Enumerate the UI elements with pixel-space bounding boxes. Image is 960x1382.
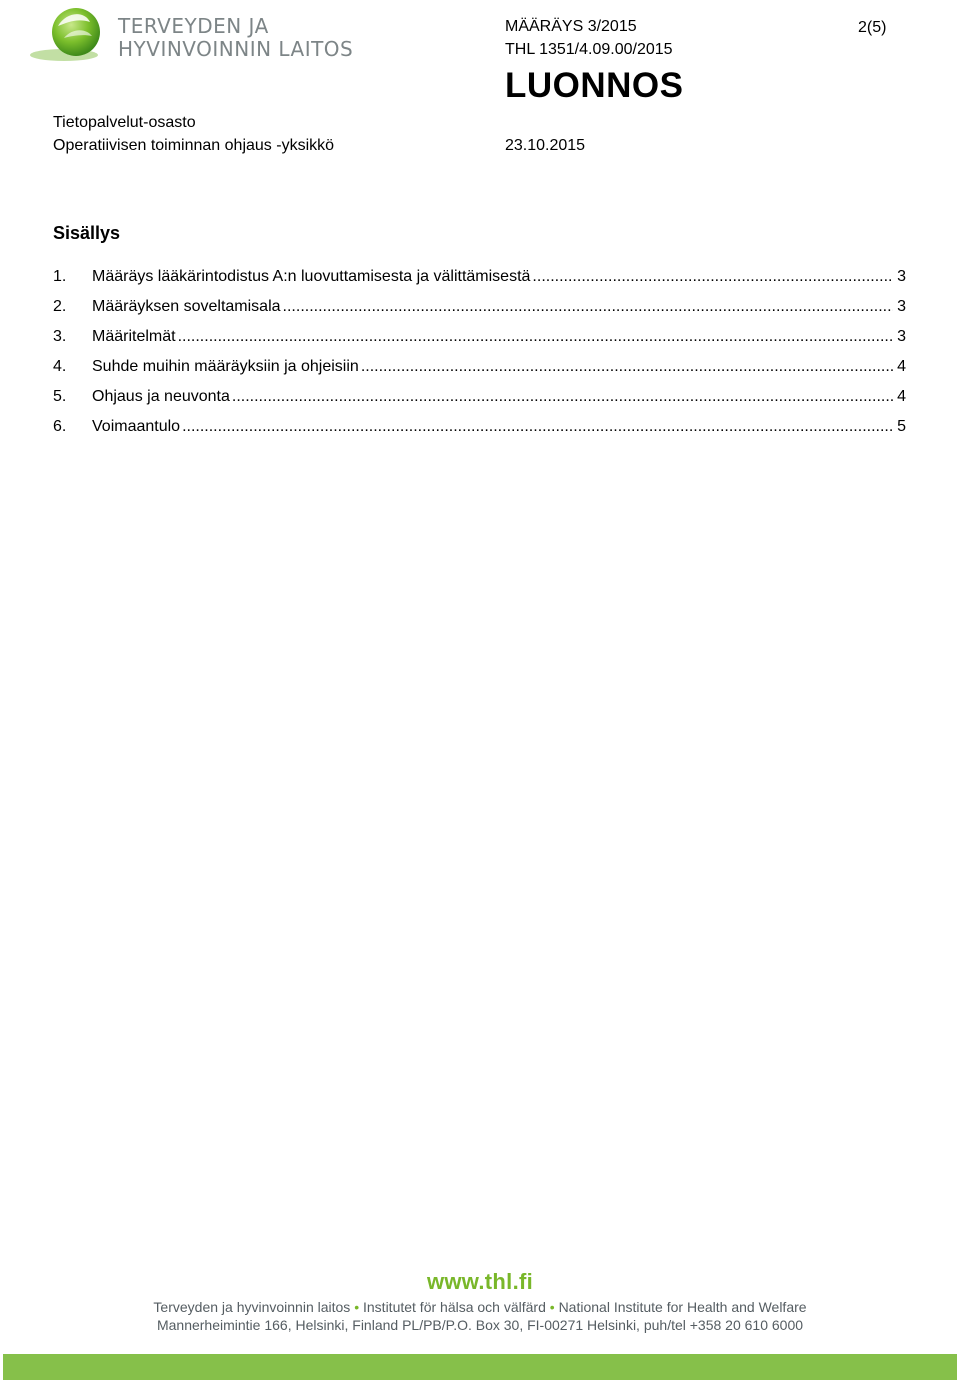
toc-item-label: Suhde muihin määräyksiin ja ohjeisiin <box>92 358 359 375</box>
document-date: 23.10.2015 <box>505 137 586 154</box>
toc-dot-leader <box>361 358 893 376</box>
thl-logo-icon <box>28 4 108 64</box>
toc-item-number: 6. <box>53 418 67 435</box>
footer-website-link[interactable]: www.thl.fi <box>426 1269 534 1294</box>
toc-item[interactable] <box>53 268 906 298</box>
reference-number: THL 1351/4.09.00/2015 <box>505 41 673 58</box>
logo-text-line1: TERVEYDEN JA <box>118 14 269 38</box>
draft-status: LUONNOS <box>505 66 684 105</box>
footer-green-bar <box>3 1354 957 1380</box>
footer-institute-names <box>0 1299 960 1315</box>
toc-item-page: 3 <box>897 268 906 285</box>
toc-dot-leader <box>532 268 893 286</box>
toc-item-number: 1. <box>53 268 67 285</box>
toc-item-label: Määritelmät <box>92 328 176 345</box>
toc-item-label: Määräys lääkärintodistus A:n luovuttamisesta ja välittämisestä <box>92 268 531 285</box>
unit-name: Operatiivisen toiminnan ohjaus -yksikkö <box>53 137 335 154</box>
toc-dot-leader <box>182 418 893 436</box>
footer-name-sv: Institutet för hälsa och välfärd <box>363 1299 546 1315</box>
toc-dot-leader <box>178 328 894 346</box>
toc-item-page: 5 <box>897 418 906 435</box>
thl-logo <box>28 4 378 64</box>
toc-item-number: 2. <box>53 298 67 315</box>
department-name: Tietopalvelut-osasto <box>53 114 196 131</box>
toc-item-page: 3 <box>897 298 906 315</box>
toc-dot-leader <box>232 388 893 406</box>
toc-item[interactable] <box>53 358 906 388</box>
footer-name-fi: Terveyden ja hyvinvoinnin laitos <box>153 1299 351 1315</box>
toc-item-label: Voimaantulo <box>92 418 181 435</box>
toc-item-label: Ohjaus ja neuvonta <box>92 388 230 405</box>
toc-item-page: 4 <box>897 388 906 405</box>
footer-name-en: National Institute for Health and Welfare <box>558 1299 807 1315</box>
bullet-separator: • <box>354 1299 360 1315</box>
toc-dot-leader <box>283 298 894 316</box>
toc-item-page: 4 <box>897 358 906 375</box>
toc-title: Sisällys <box>53 223 121 243</box>
logo-text-line2: HYVINVOINNIN LAITOS <box>118 37 354 61</box>
toc-item-label: Määräyksen soveltamisala <box>92 298 281 315</box>
regulation-number: MÄÄRÄYS 3/2015 <box>505 18 637 35</box>
toc-item[interactable] <box>53 298 906 328</box>
page-indicator: 2(5) <box>858 19 887 36</box>
table-of-contents <box>53 268 906 448</box>
toc-item-number: 3. <box>53 328 67 345</box>
toc-item[interactable] <box>53 328 906 358</box>
toc-item[interactable] <box>53 418 906 448</box>
toc-item[interactable] <box>53 388 906 418</box>
toc-item-page: 3 <box>897 328 906 345</box>
toc-item-number: 4. <box>53 358 67 375</box>
footer-address: Mannerheimintie 166, Helsinki, Finland PL/PB/P.O. Box 30, FI-00271 Helsinki, puh/tel +358 20 610 6000 <box>156 1317 804 1333</box>
bullet-separator: • <box>549 1299 555 1315</box>
toc-item-number: 5. <box>53 388 67 405</box>
